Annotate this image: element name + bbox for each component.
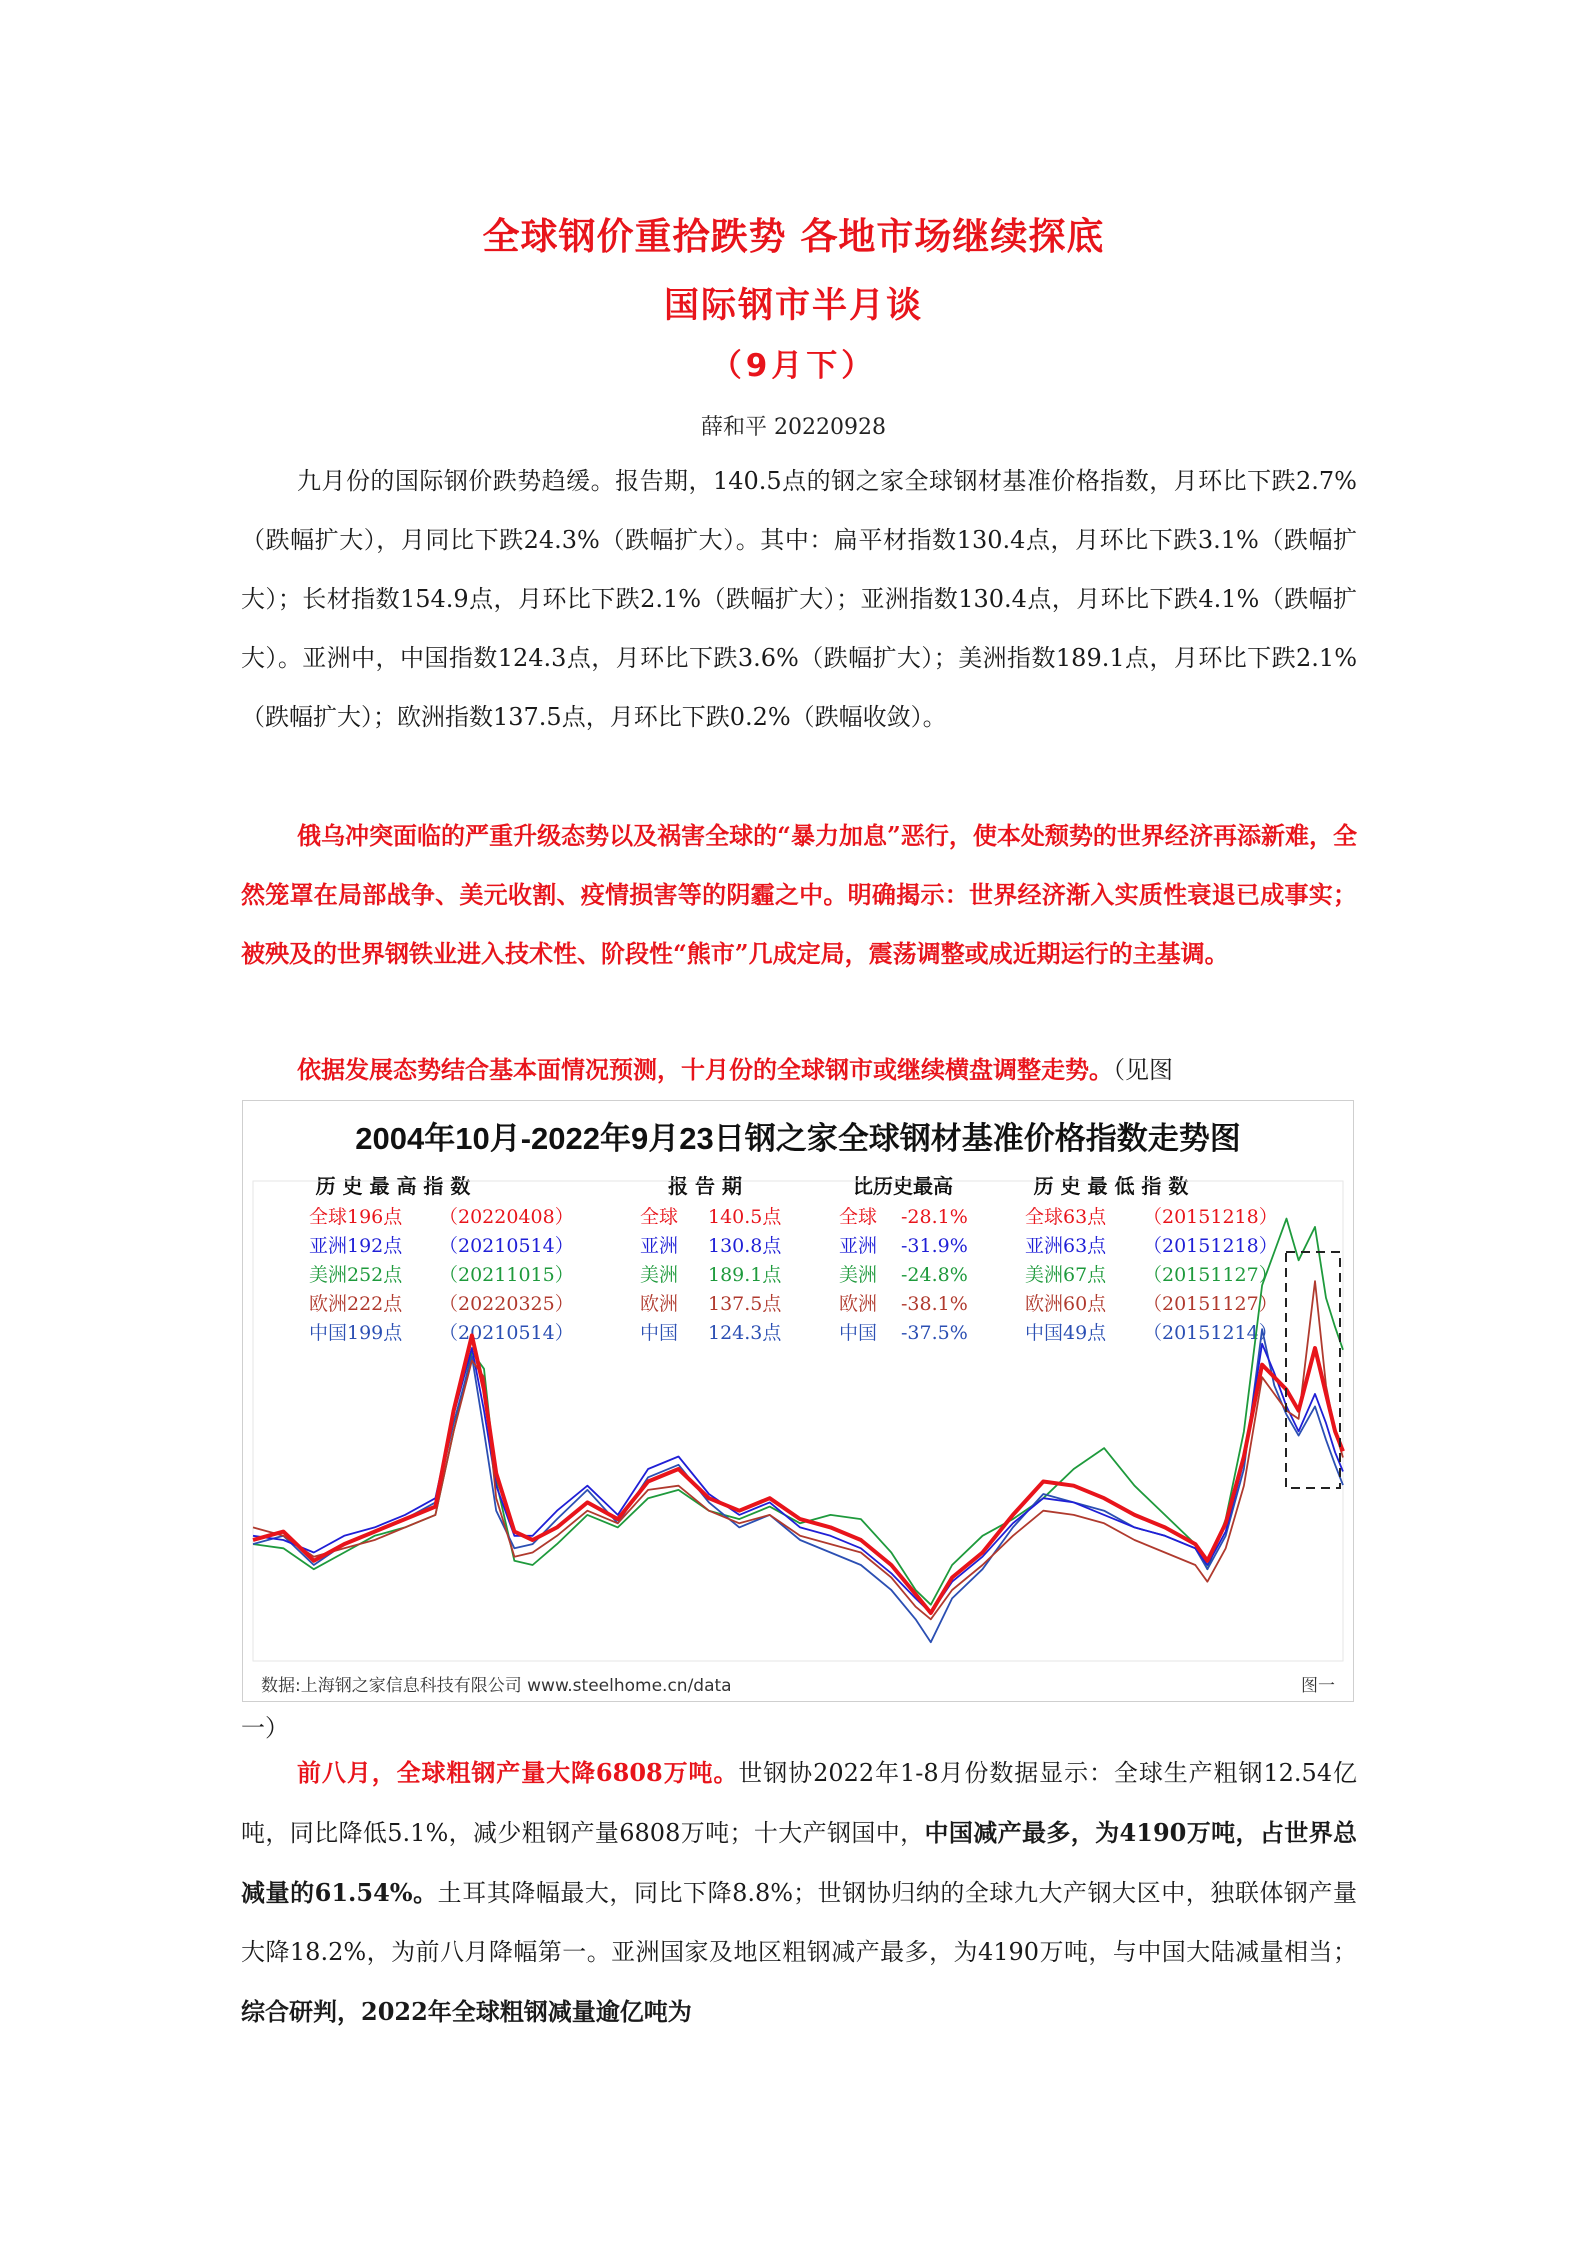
hist-high-value: 亚洲192点 — [309, 1235, 403, 1257]
region-name: 欧洲 — [839, 1293, 878, 1315]
hist-high-value: 美洲252点 — [309, 1264, 403, 1286]
series-line-中国 — [253, 1329, 1343, 1642]
hist-high-value: 全球196点 — [309, 1206, 403, 1228]
hist-low-value: 欧洲60点 — [1025, 1293, 1107, 1315]
table-header: 历 史 最 高 指 数 — [315, 1174, 471, 1198]
current-value: 140.5点 — [708, 1206, 782, 1228]
table-header: 报 告 期 — [668, 1174, 742, 1198]
region-name: 美洲 — [839, 1264, 878, 1286]
production-text-b: 土耳其降幅最大，同比下降8.8%；世钢协归纳的全球九大产钢大区中，独联体钢产量大降18.2%，为前八月降幅第一。亚洲国家及地区粗钢减产最多，为4190万吨，与中国大陆减量相当； — [241, 1879, 1357, 1966]
subtitle: 国际钢市半月谈 — [663, 286, 923, 326]
vs-high-value: -28.1% — [901, 1206, 968, 1228]
hist-low-value: 全球63点 — [1025, 1206, 1107, 1228]
hist-low-date: （20151218） — [1143, 1206, 1278, 1228]
figure-reference: （见图 — [1113, 1056, 1173, 1084]
region-name: 全球 — [839, 1206, 878, 1228]
paragraph-forecast — [241, 1040, 1357, 1100]
main-title: 全球钢价重拾跌势 各地市场继续探底 — [482, 215, 1105, 258]
region-name: 中国 — [640, 1322, 679, 1344]
chart-stats-table — [309, 1174, 1278, 1344]
region-name: 亚洲 — [640, 1235, 679, 1257]
vs-high-value: -38.1% — [901, 1293, 968, 1315]
hist-high-date: （20220325） — [439, 1293, 574, 1315]
period-title: （9月下） — [710, 348, 877, 384]
hist-high-value: 欧洲222点 — [309, 1293, 403, 1315]
current-value: 124.3点 — [708, 1322, 782, 1344]
production-bold-a: 中国减产最多，为4190万吨，占世界总减量的61.54%。 — [241, 1818, 1357, 1907]
chart-title: 2004年10月-2022年9月23日钢之家全球钢材基准价格指数走势图 — [355, 1121, 1241, 1156]
production-text-a: 世钢协2022年1-8月份数据显示：全球生产粗钢12.54亿吨，同比降低5.1%，减少粗钢产量6808万吨；十大产钢国中， — [241, 1759, 1357, 1847]
price-index-chart — [242, 1100, 1354, 1702]
region-name: 全球 — [640, 1206, 679, 1228]
series-line-全球 — [253, 1335, 1343, 1613]
hist-high-value: 中国199点 — [309, 1322, 403, 1344]
figure-reference-cont: 一） — [241, 1714, 289, 1742]
hist-low-value: 美洲67点 — [1025, 1264, 1107, 1286]
hist-low-value: 中国49点 — [1025, 1322, 1107, 1344]
table-header: 历 史 最 低 指 数 — [1033, 1174, 1189, 1198]
hist-low-date: （20151127） — [1143, 1293, 1278, 1315]
hist-high-date: （20211015） — [439, 1264, 574, 1286]
region-name: 亚洲 — [839, 1235, 878, 1257]
current-value: 189.1点 — [708, 1264, 782, 1286]
vs-high-value: -31.9% — [901, 1235, 968, 1257]
hist-high-date: （20210514） — [439, 1322, 574, 1344]
vs-high-value: -24.8% — [901, 1264, 968, 1286]
region-name: 欧洲 — [640, 1293, 679, 1315]
paragraph-analysis: 俄乌冲突面临的严重升级态势以及祸害全球的“暴力加息”恶行，使本处颓势的世界经济再添新难，全然笼罩在局部战争、美元收割、疫情损害等的阴霾之中。明确揭示：世界经济渐入实质性衰退已成事实；被殃及的世界钢铁业进入技术性、阶段性“熊市”几成定局，震荡调整或成近期运行的主基调。 — [241, 821, 1357, 968]
author-date: 薛和平 20220928 — [701, 415, 886, 440]
hist-low-date: （20151127） — [1143, 1264, 1278, 1286]
figure-label: 图一 — [1301, 1676, 1335, 1696]
hist-low-value: 亚洲63点 — [1025, 1235, 1107, 1257]
hist-low-date: （20151214） — [1143, 1322, 1278, 1344]
highlight-box — [1286, 1252, 1340, 1488]
hist-high-date: （20220408） — [439, 1206, 574, 1228]
chart-source: 数据:上海钢之家信息科技有限公司 www.steelhome.cn/data — [261, 1676, 732, 1696]
current-value: 130.8点 — [708, 1235, 782, 1257]
hist-low-date: （20151218） — [1143, 1235, 1278, 1257]
current-value: 137.5点 — [708, 1293, 782, 1315]
paragraph-summary: 九月份的国际钢价跌势趋缓。报告期，140.5点的钢之家全球钢材基准价格指数，月环比下跌2.7%（跌幅扩大），月同比下跌24.3%（跌幅扩大）。其中：扁平材指数130.4点，月环比下跌3.1%（跌幅扩大）；长材指数154.9点，月环比下跌2.1%（跌幅扩大）；亚洲指数130.4点，月环比下跌4.1%（跌幅扩大）。亚洲中，中国指数124.3点，月环比下跌3.6%（跌幅扩大）；美洲指数189.1点，月环比下跌2.1%（跌幅扩大）；欧洲指数137.5点，月环比下跌0.2%（跌幅收敛）。 — [241, 467, 1357, 731]
table-header: 比历史最高 — [853, 1174, 953, 1198]
forecast-text: 依据发展态势结合基本面情况预测，十月份的全球钢市或继续横盘调整走势。 — [297, 1055, 1113, 1084]
vs-high-value: -37.5% — [901, 1322, 968, 1344]
series-line-亚洲 — [253, 1344, 1343, 1613]
production-lead: 前八月，全球粗钢产量大降6808万吨。 — [297, 1758, 739, 1787]
production-bold-b: 综合研判，2022年全球粗钢减量逾亿吨为 — [241, 1997, 692, 2026]
region-name: 中国 — [839, 1322, 878, 1344]
hist-high-date: （20210514） — [439, 1235, 574, 1257]
paragraph-production — [241, 1743, 1357, 2042]
region-name: 美洲 — [640, 1264, 679, 1286]
